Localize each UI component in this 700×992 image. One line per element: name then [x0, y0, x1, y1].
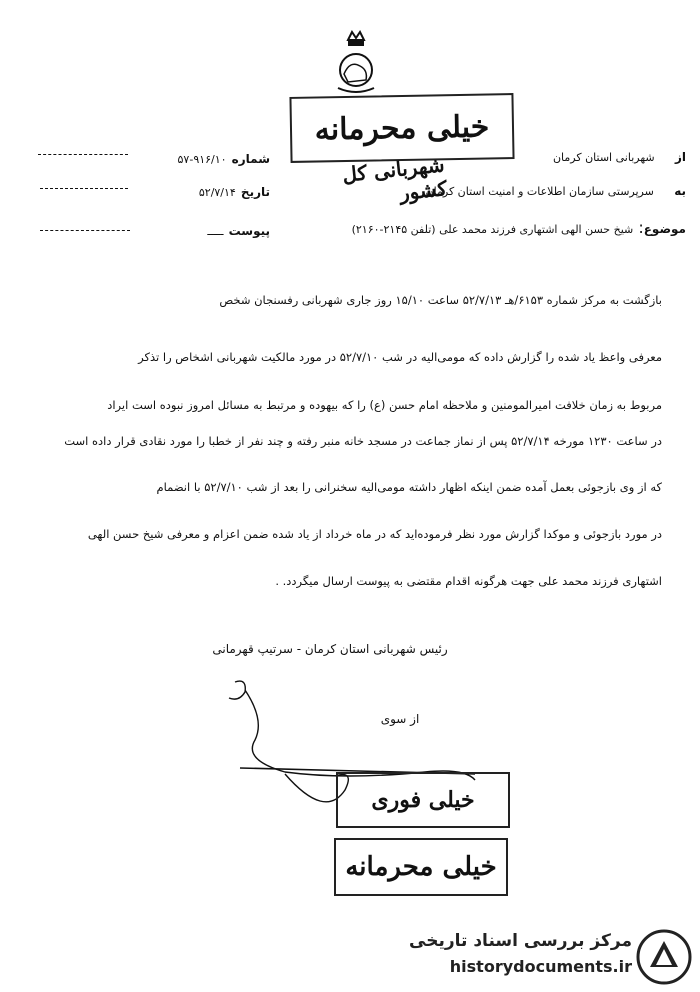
watermark-logo — [408, 925, 700, 992]
attachment-underline — [40, 230, 130, 231]
date-row — [130, 181, 270, 200]
attachment-label: پیوست — [228, 224, 270, 238]
body-line: مربوط به زمان خلافت امیرالمومنین و ملاحظه امام حسن (ع) را که بیهوده و مرتبط به مسائل امروز نبوده است ایراد — [107, 398, 662, 412]
from-row — [326, 146, 686, 165]
closing-title: رئیس شهربانی استان کرمان - سرتیپ قهرمانی — [212, 642, 448, 656]
number-underline — [38, 154, 128, 155]
body-line: در مورد بازجوئی و موکدا گزارش مورد نظر فرموده‌اید که در ماه خرداد از یاد شده ضمن اعزام و معرفی شیخ حسن الهی — [87, 527, 662, 541]
subject-label: موضوع — [643, 222, 686, 236]
body-line: که از وی بازجوئی بعمل آمده ضمن اینکه اظهار داشته مومی‌الیه سخنرانی را بعد از شب ۵۲/۷/۱۰ با انضمام — [156, 480, 662, 494]
number-row — [130, 148, 270, 167]
handwritten-note: شهربانی کل کشور — [341, 152, 449, 205]
attachment-value: ـــــ — [207, 225, 224, 238]
to-text: سرپرستی سازمان اطلاعات و امنیت استان کرمان — [425, 185, 654, 198]
document-book-logo-icon — [636, 927, 692, 987]
date-underline — [40, 188, 128, 189]
to-label: به — [674, 184, 686, 198]
body-line: اشتهاری فرزند محمد علی جهت هرگونه اقدام مقتضی به پیوست ارسال میگردد. . — [275, 574, 662, 588]
date-label: تاریخ — [240, 185, 270, 199]
lion-and-sun-crown-emblem-icon — [326, 30, 386, 96]
urgent-stamp: خیلی فوری — [336, 772, 510, 828]
title-stamp: خیلی محرمانه — [289, 93, 514, 163]
signoff: از سوی — [380, 712, 420, 726]
body-line: بازگشت به مرکز شماره ۶۱۵۳/هـ ۵۲/۷/۱۳ ساعت ۱۵/۱۰ روز جاری شهربانی رفسنجان شخص — [219, 293, 662, 307]
to-row — [286, 180, 686, 199]
body-line: در ساعت ۱۲۳۰ مورخه ۵۲/۷/۱۴ پس از نماز جماعت در مسجد خانه منبر رفته و چند نفر از خطبا را مورد نقادی قرار داده است — [64, 434, 662, 448]
number-label: شماره — [231, 152, 270, 166]
date-value: ۵۲/۷/۱۴ — [198, 186, 236, 199]
number-value: ۹۱۶/۱۰-۵۷ — [177, 153, 227, 166]
body-line: معرفی واعظ یاد شده را گزارش داده که مومی‌الیه در شب ۵۲/۷/۱۰ در مورد مالکیت شهربانی اشخاص را تذکر — [138, 350, 662, 364]
from-label: از — [674, 150, 686, 164]
watermark-url: historydocuments.ir — [449, 957, 632, 976]
watermark-name: مرکز بررسی اسناد تاریخی — [409, 931, 632, 951]
attachment-row — [130, 220, 270, 239]
from-text: شهربانی استان کرمان — [552, 151, 655, 164]
confidential-stamp: خیلی محرمانه — [334, 838, 508, 896]
subject-text: شیخ حسن الهی اشتهاری فرزند محمد علی (تلفن ۲۱۴۵-۲۱۶۰) — [351, 223, 634, 236]
subject-row: موضوع: شیخ حسن الهی اشتهاری فرزند محمد علی (تلفن ۲۱۴۵-۲۱۶۰) — [351, 218, 686, 237]
